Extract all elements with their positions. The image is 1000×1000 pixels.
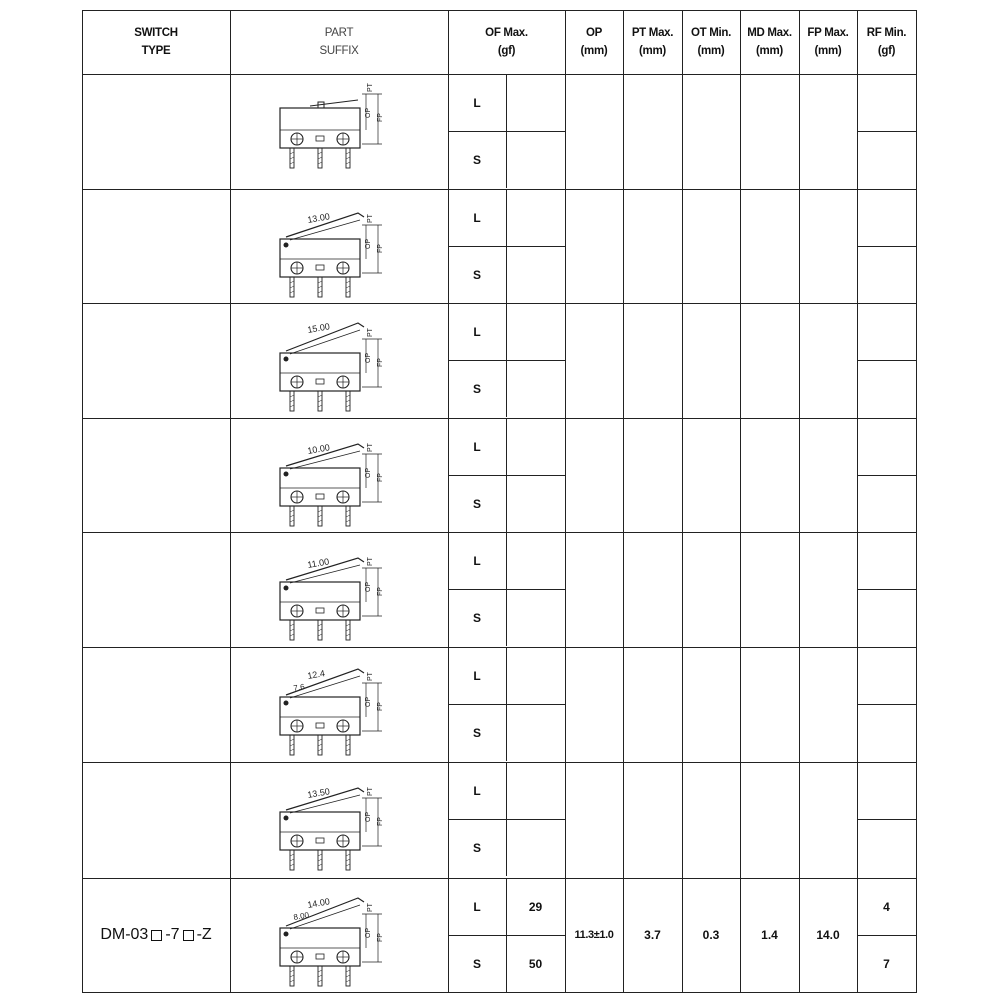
variant-s-label: S [472,610,481,625]
grid-line [857,475,916,476]
dim-label-op: OP [365,811,372,822]
dim-label-pt: PT [367,443,374,452]
pin-hatch [318,162,322,164]
pin-hatch [346,975,350,977]
pin-hatch [346,281,350,283]
switch-drawing [230,878,448,992]
lever-pivot [284,816,289,821]
pin-hatch [290,624,294,626]
pin-hatch [346,157,350,159]
pin-hatch [318,281,322,283]
lever-inner [290,330,360,354]
pin-hatch [290,515,294,517]
pin-hatch [290,744,294,746]
grid-line [506,418,507,532]
grid-line [623,10,624,992]
grid-line [506,532,507,646]
header-rf-min-line2: (gf) [877,45,896,57]
pin-hatch [318,854,322,856]
variant-l-label: L [473,95,481,110]
pin-hatch [346,286,350,288]
variant-l-label: L [473,899,481,914]
header-fp-max-line1: FP Max. [807,27,849,39]
lever-length-label: 13.50 [306,786,331,800]
variant-s-label: S [472,381,481,396]
pin-hatch [290,980,294,982]
center-mark [316,136,324,141]
pin-hatch [290,749,294,751]
pin-hatch [318,395,322,397]
grid-line [857,360,916,361]
switch-type-name [82,878,230,992]
type-prefix: DM-03 [100,926,149,943]
dim-label-fp: FP [377,587,384,596]
grid-line [565,10,566,992]
op-value: 11.3±1.0 [574,929,614,941]
grid-line [740,10,741,992]
pin-hatch [318,629,322,631]
pin-hatch [346,624,350,626]
header-fp-max-line2: (mm) [814,45,842,57]
header-ot-min [682,10,740,74]
grid-line [506,647,507,761]
grid-line [82,992,917,993]
switch-drawing-svg [230,189,448,303]
dim-label-fp: FP [377,244,384,253]
grid-line [857,589,916,590]
pin-hatch [290,281,294,283]
ot-value: 0.3 [702,928,720,942]
header-pt-max [623,10,682,74]
grid-line [506,303,507,417]
pin-hatch [290,152,294,154]
pin-hatch [346,520,350,522]
variant-l-label: L [473,783,481,798]
switch-drawing [230,303,448,417]
dim-label-fp: FP [377,113,384,122]
dim-label-pt: PT [367,214,374,223]
pin-hatch [290,634,294,636]
pin-hatch [290,162,294,164]
pin-hatch [290,520,294,522]
pin-hatch [346,970,350,972]
dim-label-fp: FP [377,473,384,482]
pin-hatch [318,510,322,512]
pin-hatch [318,975,322,977]
pin-hatch [290,405,294,407]
center-mark [316,494,324,499]
lever-length-label: 15.00 [306,321,331,335]
pin-hatch [346,739,350,741]
variant-l-label: L [473,668,481,683]
header-md-max-line2: (mm) [756,45,783,57]
lever-inner [290,220,360,240]
lever-pivot [284,243,289,248]
pin-hatch [346,629,350,631]
pin-hatch [346,405,350,407]
rf-s-value: 7 [883,956,890,971]
grid-line [857,10,858,992]
pin-hatch [318,970,322,972]
center-mark [316,838,324,843]
pin-hatch [290,286,294,288]
variant-s-label: S [472,152,481,167]
grid-line [916,10,917,992]
variant-l-label: L [473,553,481,568]
grid-line [230,10,231,992]
switch-drawing [230,532,448,646]
pin-hatch [290,970,294,972]
header-of-max-line1: OF Max. [485,27,528,39]
header-part-suffix-line2: SUFFIX [319,45,359,57]
pin-hatch [318,624,322,626]
grid-line [857,246,916,247]
lever-length-label: 12.4 [306,668,326,681]
header-pt-max-line2: (mm) [639,45,666,57]
header-switch-type [82,10,230,74]
dim-label-op: OP [365,927,372,938]
dim-label-op: OP [365,238,372,249]
pin-hatch [290,975,294,977]
switch-drawing-svg [230,878,448,992]
of-s-value: 50 [528,956,543,971]
grid-line [506,74,507,188]
pin-hatch [290,859,294,861]
switch-drawing-svg [230,303,448,417]
grid-line [857,704,916,705]
pin-hatch [290,510,294,512]
header-ot-min-line1: OT Min. [690,27,732,39]
header-ot-min-line2: (mm) [697,45,725,57]
switch-drawing-svg [230,418,448,532]
pin-hatch [346,864,350,866]
header-of-max [448,10,565,74]
type-mid: -7 [165,926,180,943]
dim-label-op: OP [365,581,372,592]
lever-pivot [284,586,289,591]
pin-hatch [346,515,350,517]
lever [310,100,358,106]
grid-line [682,10,683,992]
pin-hatch [318,634,322,636]
pin-hatch [290,157,294,159]
pin-hatch [346,400,350,402]
pin-hatch [290,291,294,293]
lever-pivot [284,357,289,362]
lever-length-label: 14.00 [306,896,331,910]
header-rf-min [857,10,916,74]
lever-pivot [284,701,289,706]
variant-l-label: L [473,439,481,454]
md-value: 1.4 [761,928,778,942]
of-l-value: 29 [528,899,543,914]
lever-pivot [284,932,289,937]
variant-s-label: S [472,956,481,971]
placeholder-box-icon [151,930,162,941]
dim-label-pt: PT [367,557,374,566]
lever-pivot [284,472,289,477]
header-switch-type-line2: TYPE [141,45,171,57]
dim-label-pt: PT [367,903,374,912]
switch-drawing [230,189,448,303]
header-fp-max [799,10,857,74]
dim-label-fp: FP [377,817,384,826]
pin-hatch [346,980,350,982]
switch-drawing [230,418,448,532]
switch-drawing [230,647,448,761]
header-part-suffix [230,10,448,74]
variant-s-label: S [472,840,481,855]
type-suffix: -Z [196,926,212,943]
pin-hatch [290,854,294,856]
dim-label-fp: FP [377,702,384,711]
variant-l-label: L [473,210,481,225]
pt-value: 3.7 [644,928,661,942]
grid-line [82,10,83,992]
header-switch-type-line1: SWITCH [134,27,178,39]
pin-hatch [318,864,322,866]
switch-drawing-svg [230,762,448,876]
pin-hatch [318,744,322,746]
rf-l-value: 4 [883,899,890,914]
dim-label-fp: FP [377,358,384,367]
switch-drawing-svg [230,532,448,646]
pin-hatch [318,400,322,402]
header-op-line1: OP [585,27,602,39]
pin-hatch [318,286,322,288]
pin-hatch [318,520,322,522]
lever-inner-label: 7.6 [292,682,306,693]
lever-inner-label: 8.00 [292,910,310,922]
pin-hatch [318,749,322,751]
dim-label-fp: FP [377,933,384,942]
lever-length-label: 13.00 [306,211,331,225]
pin-hatch [290,864,294,866]
pin-hatch [318,157,322,159]
pin-hatch [318,980,322,982]
pin-hatch [290,629,294,631]
pin-hatch [346,395,350,397]
pin-hatch [290,739,294,741]
grid-line [506,762,507,876]
pin-hatch [318,152,322,154]
variant-s-label: S [472,496,481,511]
center-mark [316,265,324,270]
switch-drawing [230,762,448,876]
grid-line [857,935,916,936]
center-mark [316,723,324,728]
grid-line [857,131,916,132]
switch-drawing-svg [230,74,448,188]
center-mark [316,379,324,384]
pin-hatch [346,749,350,751]
header-op [565,10,623,74]
dim-label-op: OP [365,467,372,478]
pin-hatch [346,152,350,154]
pin-hatch [318,405,322,407]
grid-line [506,878,507,992]
pin-hatch [318,291,322,293]
dim-label-op: OP [365,352,372,363]
header-md-max [740,10,799,74]
variant-s-label: S [472,267,481,282]
center-mark [316,608,324,613]
pin-hatch [346,162,350,164]
pin-hatch [346,634,350,636]
pin-hatch [346,854,350,856]
pin-hatch [318,739,322,741]
dim-label-op: OP [365,107,372,118]
header-of-max-line2: (gf) [497,45,516,57]
pin-hatch [346,291,350,293]
header-pt-max-line1: PT Max. [631,27,674,39]
grid-line [506,189,507,303]
header-md-max-line1: MD Max. [747,27,792,39]
pin-hatch [346,510,350,512]
pin-hatch [346,859,350,861]
fp-value: 14.0 [816,928,840,942]
switch-drawing [230,74,448,188]
placeholder-box-icon [183,930,194,941]
dim-label-pt: PT [367,83,374,92]
lever-length-label: 11.00 [306,556,330,570]
pin-hatch [290,400,294,402]
header-rf-min-line1: RF Min. [866,27,907,39]
switch-drawing-svg [230,647,448,761]
grid-line [857,819,916,820]
variant-l-label: L [473,324,481,339]
dim-label-op: OP [365,696,372,707]
pin-hatch [318,859,322,861]
lever-length-label: 10.00 [306,442,331,456]
dim-label-pt: PT [367,328,374,337]
grid-line [82,10,917,11]
pin-hatch [318,515,322,517]
grid-line [799,10,800,992]
pin-hatch [290,395,294,397]
header-op-line2: (mm) [580,45,608,57]
header-part-suffix-line1: PART [324,27,354,39]
variant-s-label: S [472,725,481,740]
center-mark [316,954,324,959]
dim-label-pt: PT [367,672,374,681]
dim-label-pt: PT [367,787,374,796]
pin-hatch [346,744,350,746]
